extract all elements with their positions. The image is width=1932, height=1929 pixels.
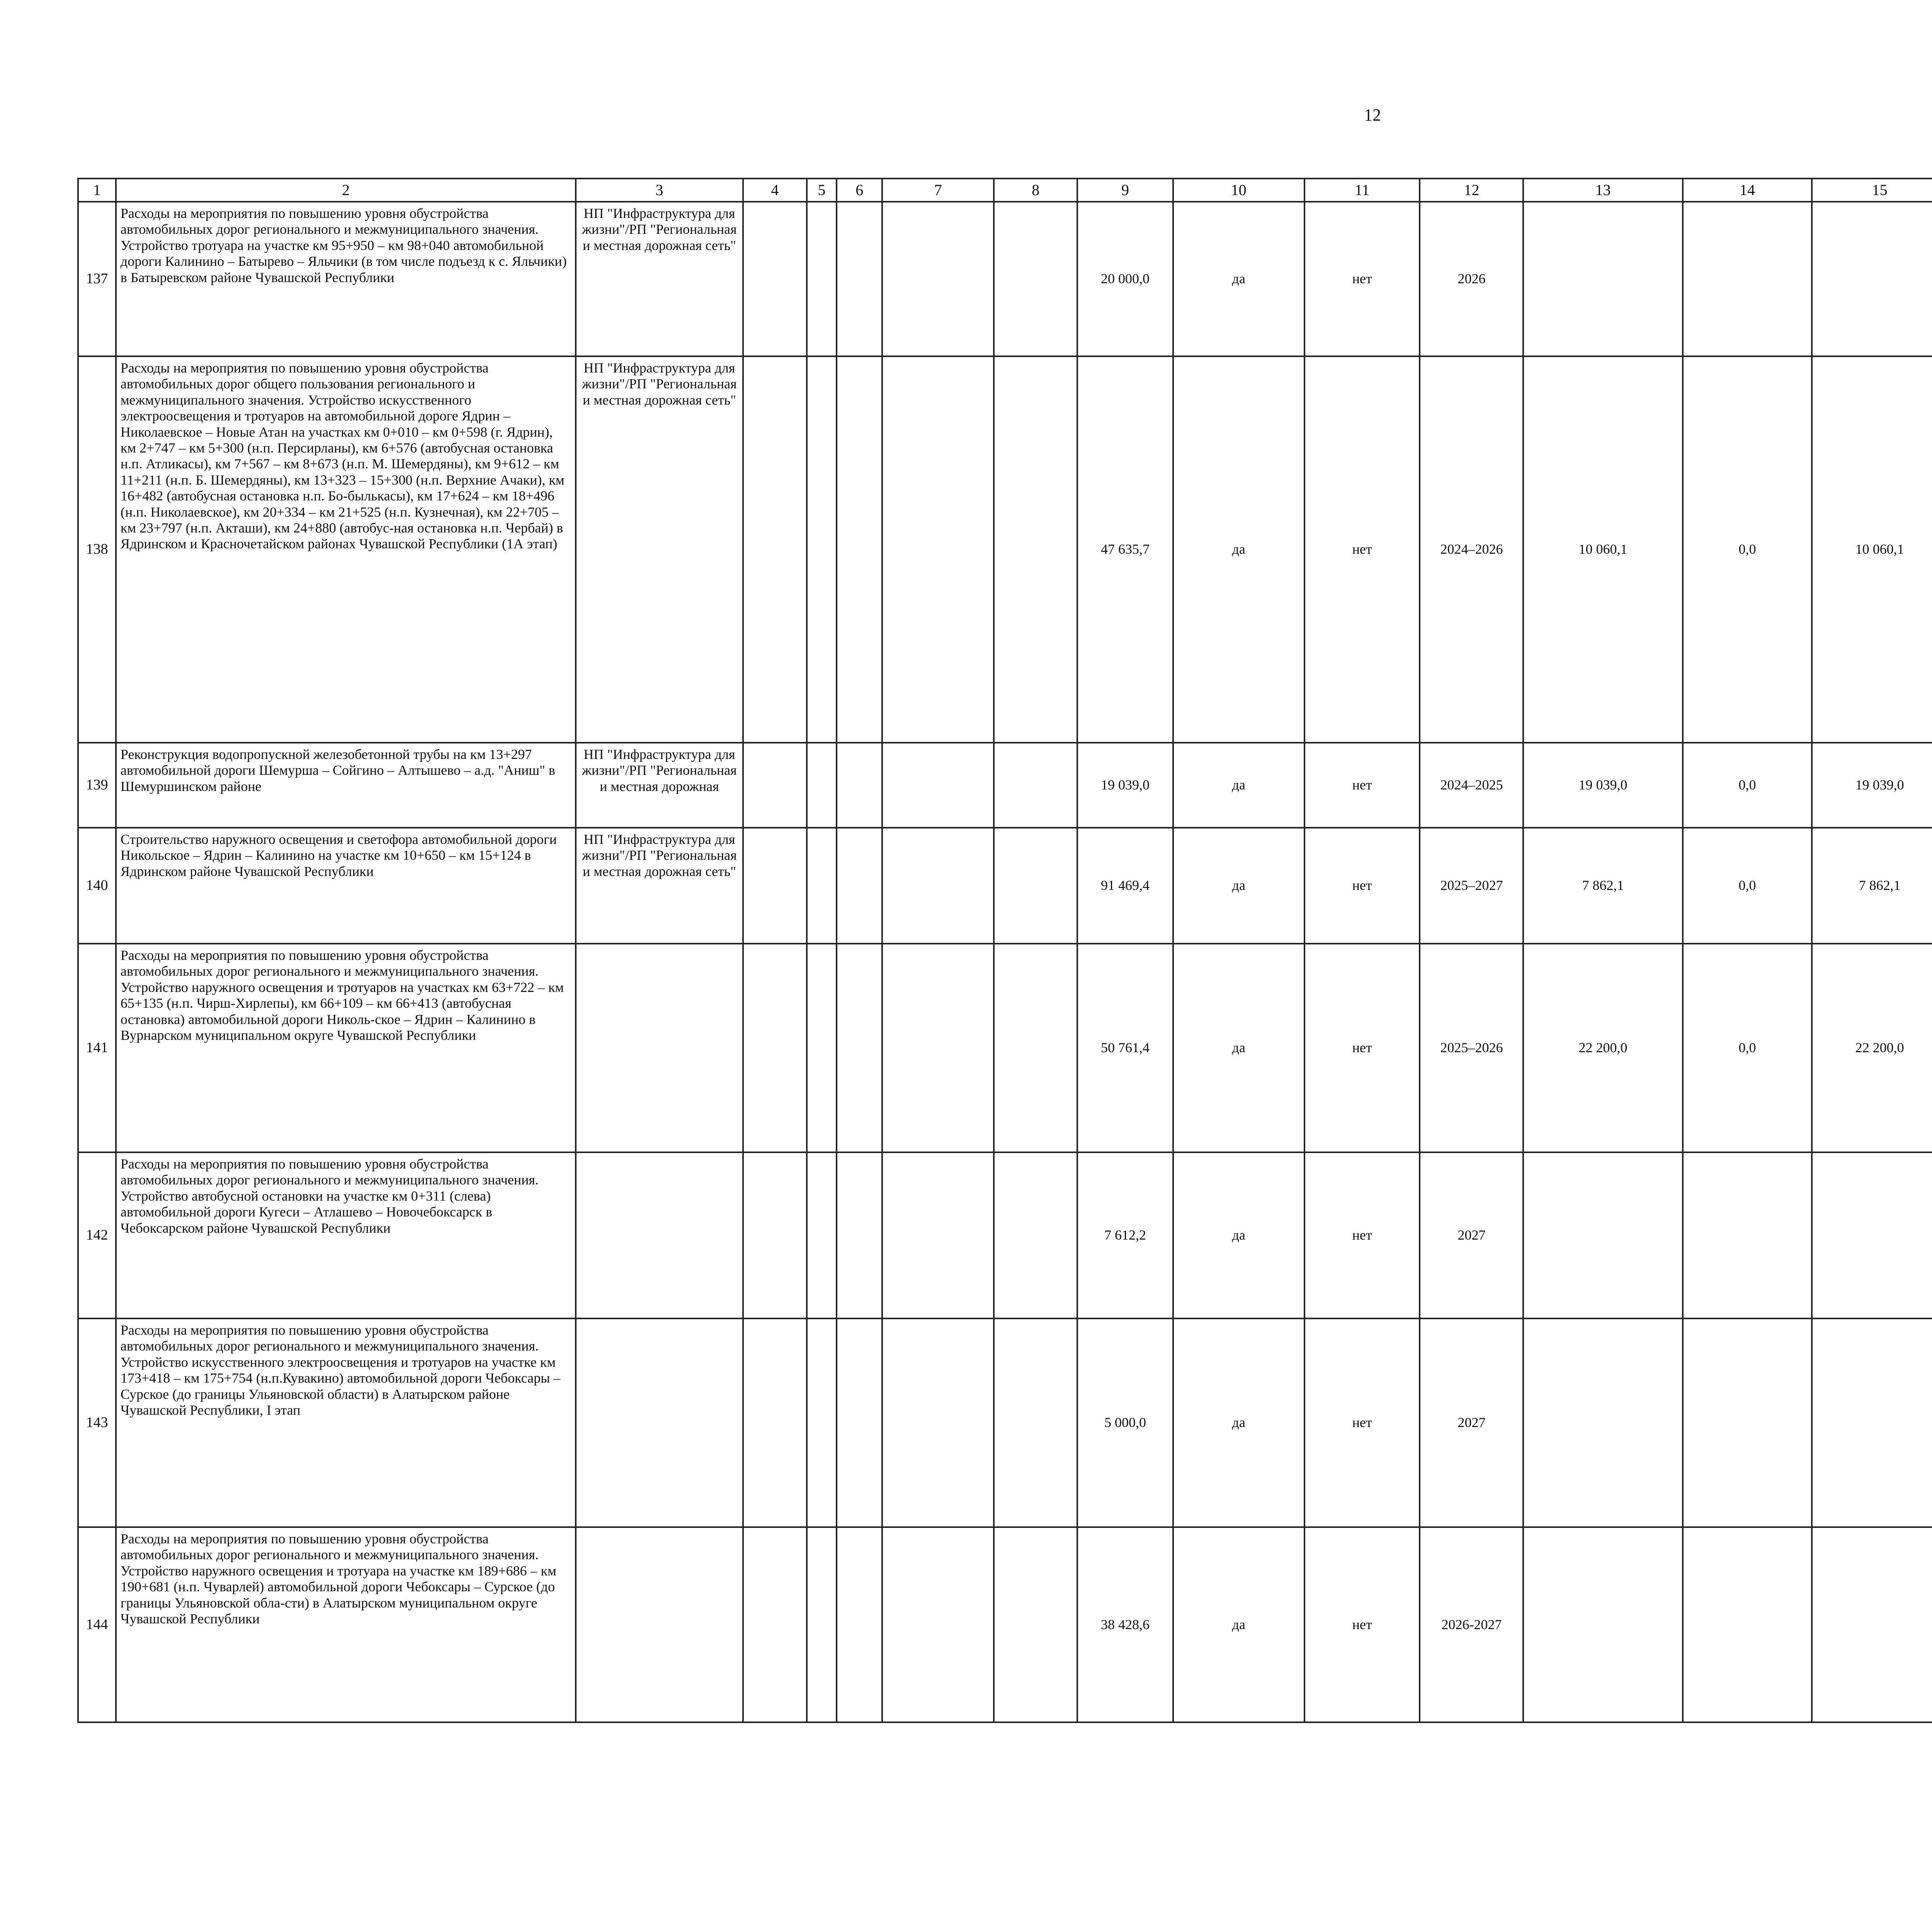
cell-col-7 [882, 1527, 994, 1722]
cell-col-7 [882, 828, 994, 944]
page-number: 12 [1364, 105, 1381, 124]
cell-col-5 [807, 743, 837, 828]
column-number: 8 [994, 179, 1077, 202]
cell-col-8 [994, 1527, 1077, 1722]
cell-col-14 [1683, 1152, 1812, 1318]
cell-col-5 [807, 356, 837, 743]
row-program [576, 1318, 743, 1527]
row-description: Расходы на мероприятия по повышению уровня обустройства автомобильных дорог регионального и межмуниципального значения. Устройство автобусной остановки на участке км 0+311 (слева) автомобильной дороги Кугеси – Атлашево – Новочебоксарск в Чебоксарском районе Чувашской Республики [116, 1152, 576, 1318]
cell-col-8 [994, 1318, 1077, 1527]
cell-col-6 [837, 743, 882, 828]
table-row [78, 1318, 1932, 1527]
cell-col-8 [994, 202, 1077, 356]
cell-col-12: 2025–2027 [1420, 828, 1523, 944]
row-program: НП "Инфраструктура для жизни"/РП "Региональная и местная дорожная [576, 743, 743, 828]
row-description: Реконструкция водопропускной железобетонной трубы на км 13+297 автомобильной дороги Шемурша – Сойгино – Алтышево – а.д. "Аниш" в Шемуршинском районе [116, 743, 576, 828]
cell-col-15 [1812, 1527, 1932, 1722]
cell-col-11: нет [1304, 356, 1420, 743]
row-description: Расходы на мероприятия по повышению уровня обустройства автомобильных дорог общего пользования регионального и межмуниципального значения. Устройство искусственного электроосвещения и тротуаров на автомобильной дороге Ядрин – Николаевское – Новые Атан на участках км 0+010 – км 0+598 (г. Ядрин), км 2+747 – км 5+300 (н.п. Персирланы), км 6+576 (автобусная остановка н.п. Атликасы), км 7+567 – км 8+673 (н.п. М. Шемердяны), км 9+612 – км 11+211 (н.п. Б. Шемердяны), км 13+323 – 15+300 (н.п. Верхние Ачаки), км 16+482 (автобусная остановка н.п. Бо-былькасы), км 17+624 – км 18+496 (н.п. Николаевское), км 20+334 – км 21+525 (н.п. Кузнечная), км 22+705 – км 23+797 (н.п. Акташи), км 24+880 (автобус-ная остановка н.п. Чербай) в Ядринском и Красночетайском районах Чувашской Республики (1А этап) [116, 356, 576, 743]
column-number: 7 [882, 179, 994, 202]
row-program: НП "Инфраструктура для жизни"/РП "Региональная и местная дорожная сеть" [576, 828, 743, 944]
cell-col-9: 38 428,6 [1077, 1527, 1173, 1722]
cell-col-5 [807, 202, 837, 356]
cell-col-12: 2027 [1420, 1152, 1523, 1318]
cell-col-9: 7 612,2 [1077, 1152, 1173, 1318]
cell-col-11: нет [1304, 1152, 1420, 1318]
cell-col-7 [882, 1318, 994, 1527]
cell-col-13 [1523, 1152, 1682, 1318]
column-number: 12 [1420, 179, 1523, 202]
cell-col-13: 7 862,1 [1523, 828, 1682, 944]
column-number: 4 [743, 179, 807, 202]
cell-col-5 [807, 828, 837, 944]
cell-col-11: нет [1304, 743, 1420, 828]
cell-col-14: 0,0 [1683, 356, 1812, 743]
column-number: 13 [1523, 179, 1682, 202]
cell-col-10: да [1173, 1152, 1304, 1318]
cell-col-4 [743, 944, 807, 1152]
cell-col-12: 2027 [1420, 1318, 1523, 1527]
cell-col-12: 2026 [1420, 202, 1523, 356]
cell-col-9: 5 000,0 [1077, 1318, 1173, 1527]
cell-col-7 [882, 944, 994, 1152]
cell-col-6 [837, 944, 882, 1152]
cell-col-4 [743, 743, 807, 828]
cell-col-14: 0,0 [1683, 743, 1812, 828]
cell-col-14: 0,0 [1683, 828, 1812, 944]
column-number: 5 [807, 179, 837, 202]
row-program: НП "Инфраструктура для жизни"/РП "Региональная и местная дорожная сеть" [576, 356, 743, 743]
cell-col-10: да [1173, 743, 1304, 828]
column-number-row [78, 179, 1932, 202]
column-number: 1 [78, 179, 116, 202]
cell-col-9: 19 039,0 [1077, 743, 1173, 828]
column-number: 10 [1173, 179, 1304, 202]
table-row [78, 828, 1932, 944]
column-number: 15 [1812, 179, 1932, 202]
row-program: НП "Инфраструктура для жизни"/РП "Региональная и местная дорожная сеть" [576, 202, 743, 356]
cell-col-15 [1812, 202, 1932, 356]
row-number: 143 [78, 1318, 116, 1527]
cell-col-13: 10 060,1 [1523, 356, 1682, 743]
cell-col-12: 2024–2025 [1420, 743, 1523, 828]
cell-col-6 [837, 1152, 882, 1318]
row-number: 138 [78, 356, 116, 743]
cell-col-4 [743, 1318, 807, 1527]
table-row [78, 743, 1932, 828]
cell-col-7 [882, 743, 994, 828]
cell-col-10: да [1173, 202, 1304, 356]
row-number: 137 [78, 202, 116, 356]
row-description: Расходы на мероприятия по повышению уровня обустройства автомобильных дорог регионального и межмуниципального значения. Устройство тротуара на участке км 95+950 – км 98+040 автомобильной дороги Калинино – Батырево – Яльчики (в том числе подъезд к с. Яльчики) в Батыревском районе Чувашской Республики [116, 202, 576, 356]
column-number: 6 [837, 179, 882, 202]
row-program [576, 944, 743, 1152]
cell-col-11: нет [1304, 828, 1420, 944]
cell-col-13 [1523, 202, 1682, 356]
cell-col-4 [743, 356, 807, 743]
cell-col-8 [994, 828, 1077, 944]
row-description: Расходы на мероприятия по повышению уровня обустройства автомобильных дорог регионального и межмуниципального значения. Устройство искусственного электроосвещения и тротуаров на участке км 173+418 – км 175+754 (н.п.Кувакино) автомобильной дороги Чебоксары – Сурское (до границы Ульяновской области) в Алатырском районе Чувашской Республики, I этап [116, 1318, 576, 1527]
cell-col-8 [994, 1152, 1077, 1318]
row-description: Расходы на мероприятия по повышению уровня обустройства автомобильных дорог регионального и межмуниципального значения. Устройство наружного освещения и тротуара на участке км 189+686 – км 190+681 (н.п. Чуварлей) автомобильной дороги Чебоксары – Сурское (до границы Ульяновской обла-сти) в Алатырском муниципальном округе Чувашской Республики [116, 1527, 576, 1722]
cell-col-9: 47 635,7 [1077, 356, 1173, 743]
table-row [78, 1527, 1932, 1722]
cell-col-5 [807, 1152, 837, 1318]
cell-col-4 [743, 828, 807, 944]
row-program [576, 1527, 743, 1722]
cell-col-14 [1683, 202, 1812, 356]
cell-col-15: 22 200,0 [1812, 944, 1932, 1152]
row-number: 142 [78, 1152, 116, 1318]
cell-col-7 [882, 1152, 994, 1318]
cell-col-11: нет [1304, 1527, 1420, 1722]
table-row [78, 202, 1932, 356]
cell-col-9: 91 469,4 [1077, 828, 1173, 944]
cell-col-13: 22 200,0 [1523, 944, 1682, 1152]
cell-col-10: да [1173, 828, 1304, 944]
cell-col-7 [882, 202, 994, 356]
cell-col-4 [743, 1527, 807, 1722]
cell-col-14 [1683, 1318, 1812, 1527]
cell-col-8 [994, 743, 1077, 828]
cell-col-5 [807, 944, 837, 1152]
row-description: Расходы на мероприятия по повышению уровня обустройства автомобильных дорог регионального и межмуниципального значения. Устройство наружного освещения и тротуаров на участках км 63+722 – км 65+135 (н.п. Чирш-Хирлепы), км 66+109 – км 66+413 (автобусная остановка) автомобильной дороги Николь-ское – Ядрин – Калинино в Вурнарском муниципальном округе Чувашской Республики [116, 944, 576, 1152]
cell-col-14: 0,0 [1683, 944, 1812, 1152]
cell-col-8 [994, 356, 1077, 743]
row-number: 144 [78, 1527, 116, 1722]
cell-col-12: 2026-2027 [1420, 1527, 1523, 1722]
cell-col-11: нет [1304, 944, 1420, 1152]
row-description: Строительство наружного освещения и светофора автомобильной дороги Никольское – Ядрин – Калинино на участке км 10+650 – км 15+124 в Ядринском районе Чувашской Республики [116, 828, 576, 944]
cell-col-6 [837, 828, 882, 944]
cell-col-10: да [1173, 1318, 1304, 1527]
cell-col-7 [882, 356, 994, 743]
cell-col-15 [1812, 1318, 1932, 1527]
cell-col-8 [994, 944, 1077, 1152]
cell-col-9: 50 761,4 [1077, 944, 1173, 1152]
row-number: 140 [78, 828, 116, 944]
cell-col-5 [807, 1318, 837, 1527]
row-number: 139 [78, 743, 116, 828]
cell-col-12: 2024–2026 [1420, 356, 1523, 743]
column-number: 11 [1304, 179, 1420, 202]
column-number: 2 [116, 179, 576, 202]
cell-col-6 [837, 202, 882, 356]
cell-col-10: да [1173, 1527, 1304, 1722]
table-row [78, 1152, 1932, 1318]
cell-col-10: да [1173, 356, 1304, 743]
row-number: 141 [78, 944, 116, 1152]
cell-col-15: 10 060,1 [1812, 356, 1932, 743]
cell-col-9: 20 000,0 [1077, 202, 1173, 356]
cell-col-6 [837, 1318, 882, 1527]
column-number: 9 [1077, 179, 1173, 202]
cell-col-13: 19 039,0 [1523, 743, 1682, 828]
cell-col-15: 19 039,0 [1812, 743, 1932, 828]
cell-col-13 [1523, 1527, 1682, 1722]
cell-col-6 [837, 356, 882, 743]
cell-col-15 [1812, 1152, 1932, 1318]
cell-col-6 [837, 1527, 882, 1722]
cell-col-10: да [1173, 944, 1304, 1152]
cell-col-14 [1683, 1527, 1812, 1722]
cell-col-4 [743, 1152, 807, 1318]
cell-col-11: нет [1304, 1318, 1420, 1527]
budget-table [77, 178, 1932, 1723]
column-number: 14 [1683, 179, 1812, 202]
row-program [576, 1152, 743, 1318]
cell-col-11: нет [1304, 202, 1420, 356]
column-number: 3 [576, 179, 743, 202]
cell-col-12: 2025–2026 [1420, 944, 1523, 1152]
cell-col-4 [743, 202, 807, 356]
cell-col-5 [807, 1527, 837, 1722]
table-row [78, 944, 1932, 1152]
cell-col-15: 7 862,1 [1812, 828, 1932, 944]
table-row [78, 356, 1932, 743]
cell-col-13 [1523, 1318, 1682, 1527]
